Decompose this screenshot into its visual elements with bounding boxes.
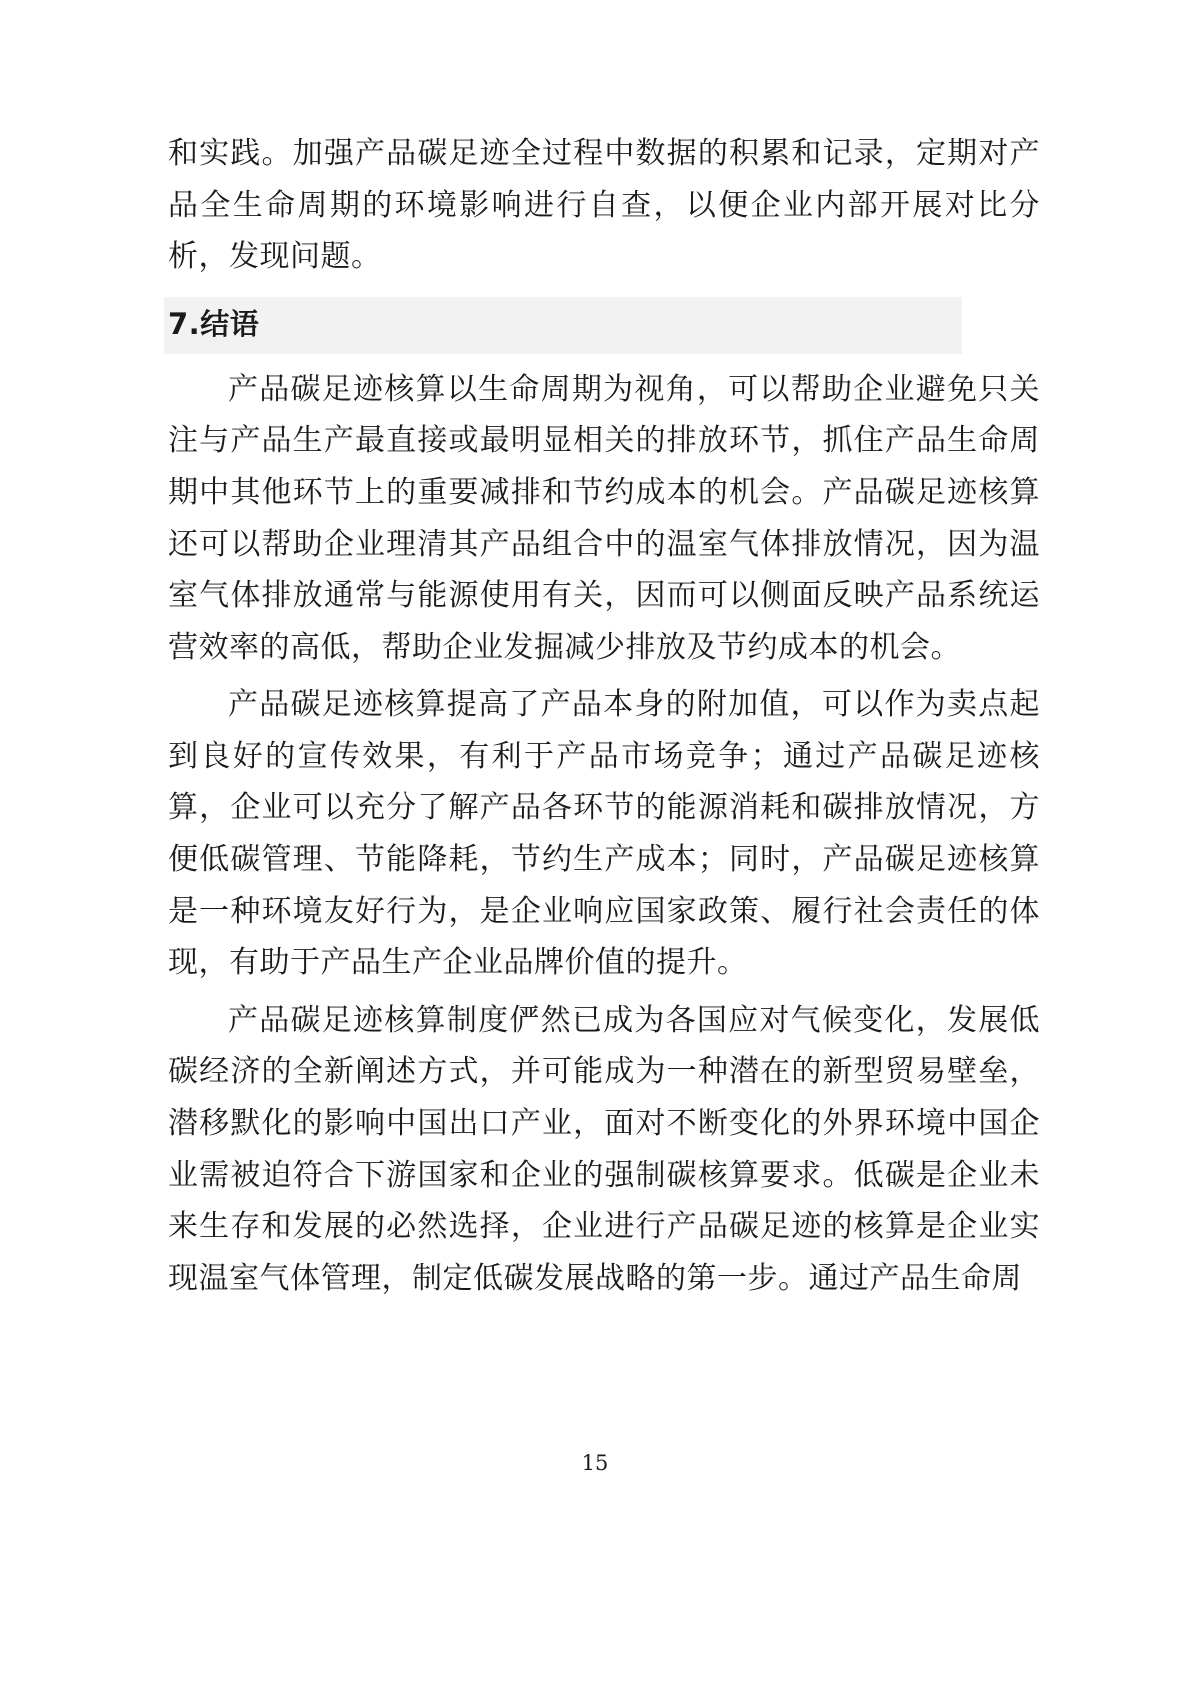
body-paragraph-2: 产品碳足迹核算提高了产品本身的附加值，可以作为卖点起到良好的宣传效果，有利于产品市场竞争；通过产品碳足迹核算，企业可以充分了解产品各环节的能源消耗和碳排放情况，方便低碳管理、节能降耗，节约生产成本；同时，产品碳足迹核算是一种环境友好行为，是企业响应国家政策、履行社会责任的体现，有助于产品生产企业品牌价值的提升。 — [168, 687, 1040, 981]
section-heading-conclusion: 7.结语 — [164, 297, 962, 354]
page-number: 15 — [581, 1451, 609, 1475]
body-paragraph-1: 产品碳足迹核算以生命周期为视角，可以帮助企业避免只关注与产品生产最直接或最明显相关的排放环节，抓住产品生命周期中其他环节上的重要减排和节约成本的机会。产品碳足迹核算还可以帮助企业理清其产品组合中的温室气体排放情况，因为温室气体排放通常与能源使用有关，因而可以侧面反映产品系统运营效率的高低，帮助企业发掘减少排放及节约成本的机会。 — [168, 371, 1040, 665]
body-paragraph-3: 产品碳足迹核算制度俨然已成为各国应对气候变化，发展低碳经济的全新阐述方式，并可能成为一种潜在的新型贸易壁垒，潜移默化的影响中国出口产业，面对不断变化的外界环境中国企业需被迫符合下游国家和企业的强制碳核算要求。低碳是企业未来生存和发展的必然选择，企业进行产品碳足迹的核算是企业实现温室气体管理，制定低碳发展战略的第一步。通过产品生命周 — [168, 1002, 1040, 1296]
continued-paragraph: 和实践。加强产品碳足迹全过程中数据的积累和记录，定期对产品全生命周期的环境影响进行自查，以便企业内部开展对比分析，发现问题。 — [168, 136, 1040, 275]
